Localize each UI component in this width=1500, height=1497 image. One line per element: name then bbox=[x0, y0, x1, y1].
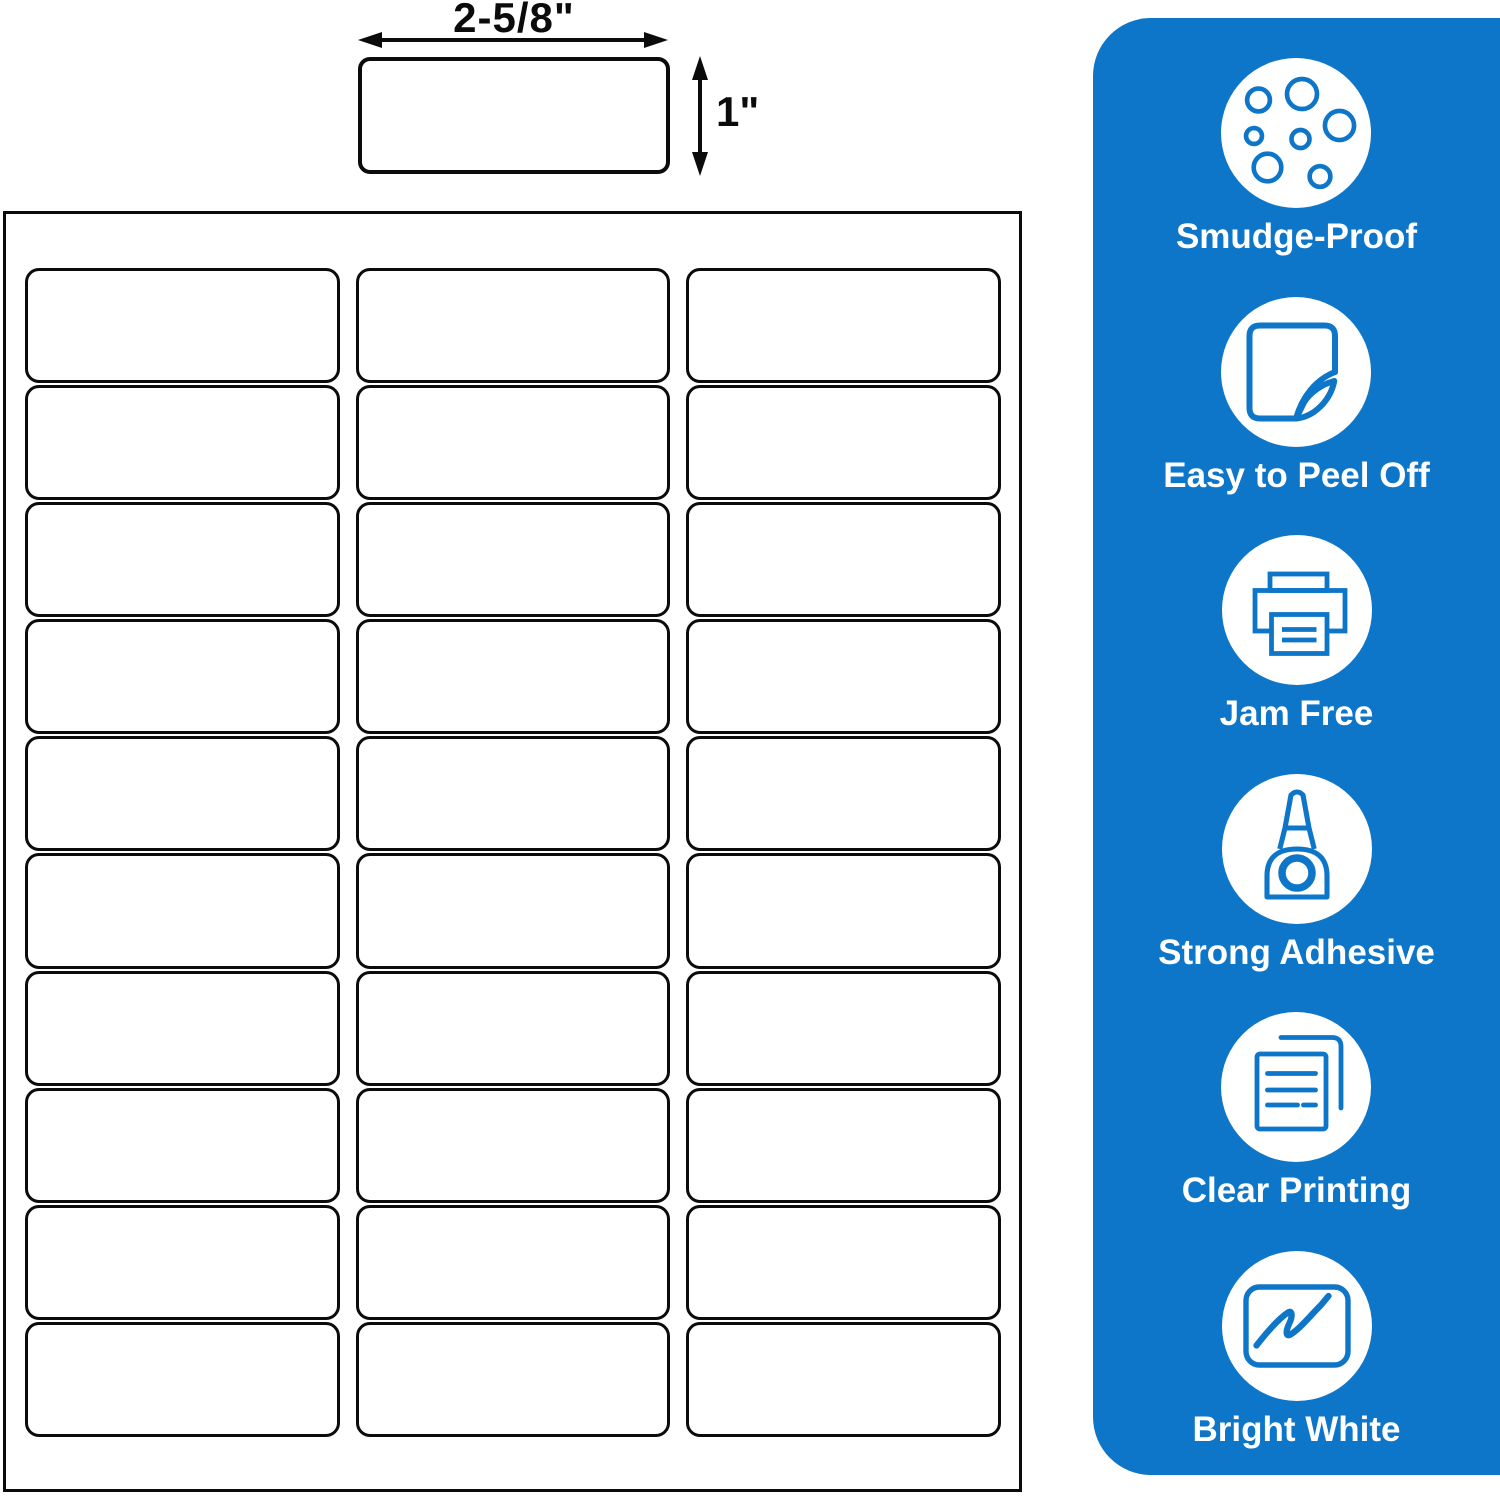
label-cell bbox=[356, 268, 671, 383]
label-cell bbox=[356, 853, 671, 968]
label-cell bbox=[686, 268, 1001, 383]
feature-easy-to-peel bbox=[1163, 297, 1429, 496]
bright-white-icon bbox=[1222, 1251, 1372, 1401]
label-cell bbox=[686, 1205, 1001, 1320]
label-cell bbox=[356, 1088, 671, 1203]
printer-icon bbox=[1222, 535, 1372, 685]
label-cell bbox=[686, 853, 1001, 968]
feature-clear-printing bbox=[1182, 1012, 1411, 1211]
documents-icon bbox=[1221, 1012, 1371, 1162]
width-dimension-text: 2-5/8" bbox=[453, 0, 575, 41]
peel-off-icon bbox=[1221, 297, 1371, 447]
label-grid bbox=[25, 268, 1001, 1437]
feature-smudge-proof bbox=[1176, 58, 1417, 257]
label-cell bbox=[356, 502, 671, 617]
feature-strong-adhesive bbox=[1158, 774, 1435, 973]
glue-bottle-icon bbox=[1222, 774, 1372, 924]
label-cell bbox=[356, 619, 671, 734]
sample-label bbox=[358, 57, 670, 174]
label-cell bbox=[686, 385, 1001, 500]
feature-jam-free bbox=[1220, 535, 1374, 734]
label-cell bbox=[25, 971, 340, 1086]
label-sheet bbox=[3, 211, 1022, 1492]
label-cell bbox=[686, 502, 1001, 617]
feature-bright-white bbox=[1192, 1251, 1400, 1450]
label-cell bbox=[686, 1088, 1001, 1203]
label-cell bbox=[25, 268, 340, 383]
label-cell bbox=[686, 619, 1001, 734]
feature-label: Easy to Peel Off bbox=[1163, 455, 1430, 495]
feature-panel bbox=[1093, 18, 1500, 1475]
height-arrow-icon bbox=[688, 54, 712, 178]
label-cell bbox=[356, 385, 671, 500]
smudge-proof-icon bbox=[1221, 58, 1371, 208]
label-cell bbox=[25, 736, 340, 851]
label-cell bbox=[356, 736, 671, 851]
width-arrow-icon bbox=[356, 28, 670, 52]
label-cell bbox=[25, 385, 340, 500]
label-cell bbox=[686, 736, 1001, 851]
label-cell bbox=[356, 971, 671, 1086]
label-cell bbox=[25, 1205, 340, 1320]
label-cell bbox=[25, 1322, 340, 1437]
height-dimension-text: 1" bbox=[716, 88, 760, 135]
label-cell bbox=[25, 502, 340, 617]
label-cell bbox=[356, 1322, 671, 1437]
label-cell bbox=[686, 971, 1001, 1086]
feature-label: Smudge-Proof bbox=[1175, 217, 1418, 256]
feature-label: Clear Printing bbox=[1181, 1171, 1412, 1210]
feature-label: Bright White bbox=[1192, 1409, 1401, 1449]
feature-label: Strong Adhesive bbox=[1158, 932, 1435, 972]
label-cell bbox=[25, 619, 340, 734]
label-cell bbox=[356, 1205, 671, 1320]
label-cell bbox=[25, 1088, 340, 1203]
label-cell bbox=[25, 853, 340, 968]
label-cell bbox=[686, 1322, 1001, 1437]
feature-label: Jam Free bbox=[1219, 694, 1374, 733]
